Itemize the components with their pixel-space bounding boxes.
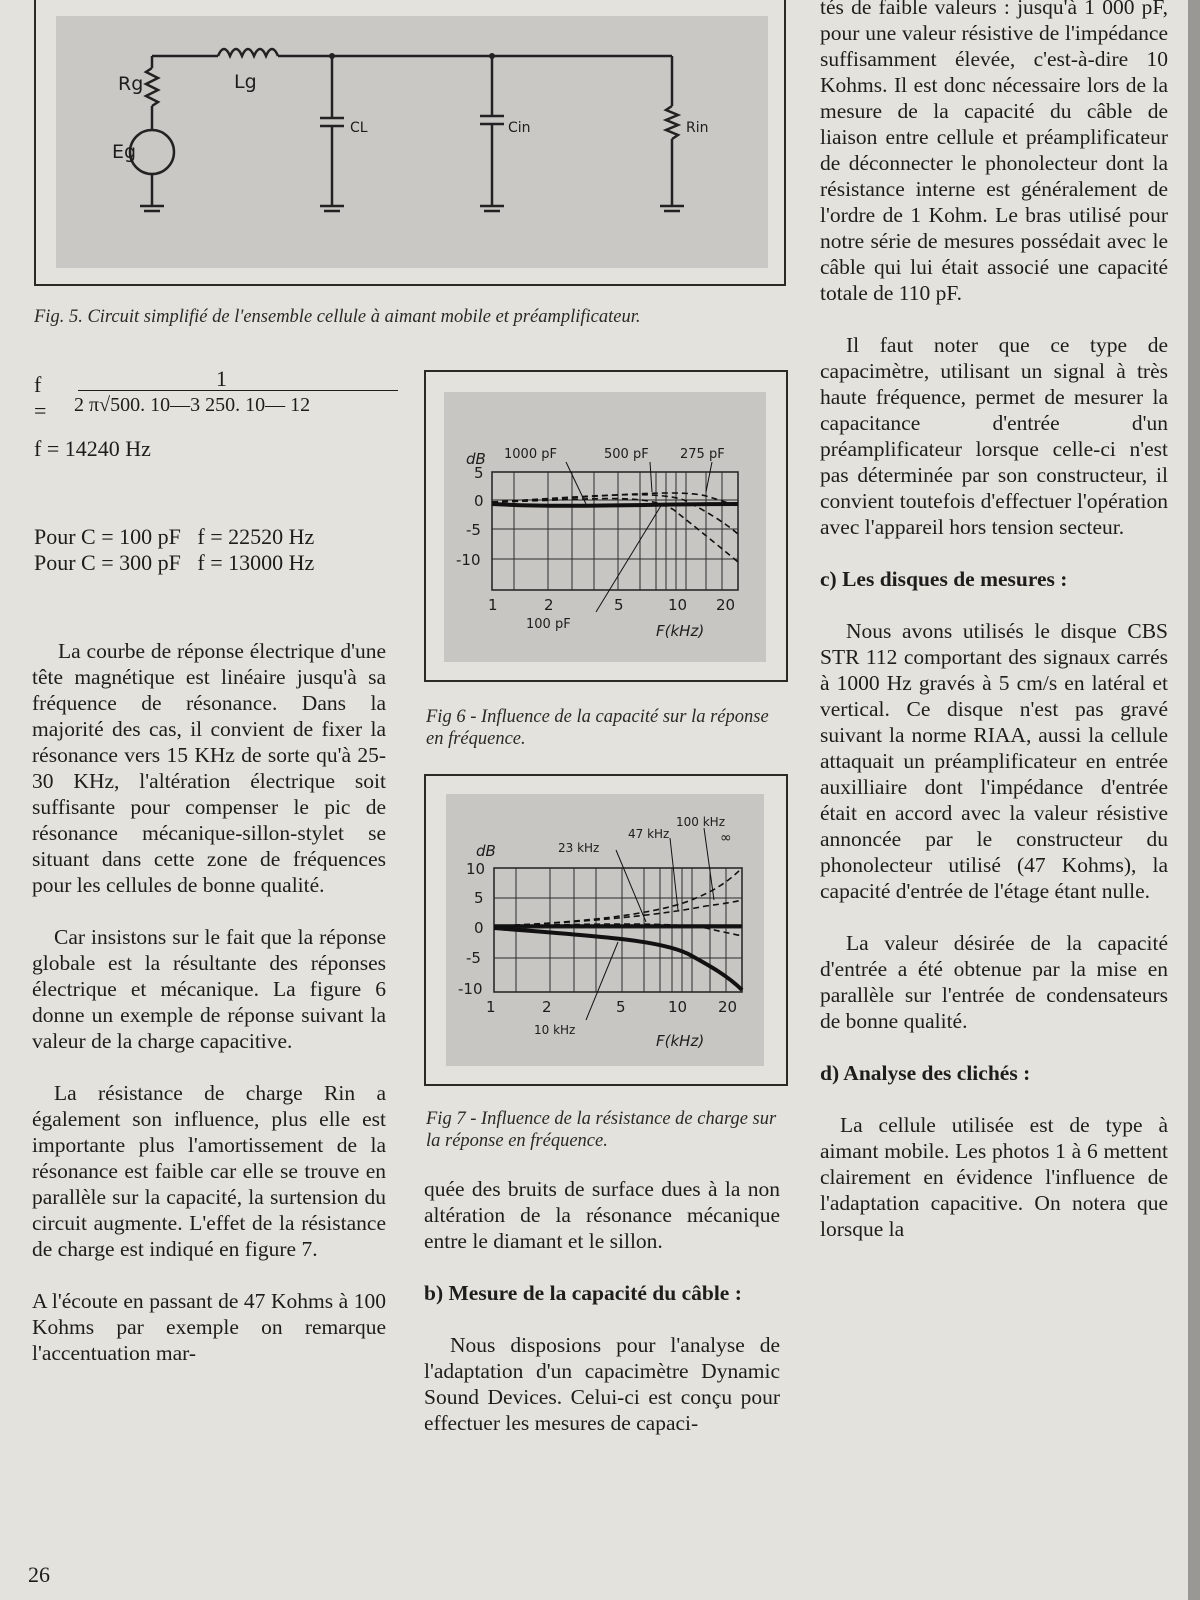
formula-case-2: Pour C = 300 pF f = 13000 Hz xyxy=(34,550,315,575)
middle-paragraph-2: Nous disposions pour l'analyse de l'adaptation d'un capacimètre Dynamic Sound Devices. Celui-ci est conçu pour effectuer les mesures de capaci- xyxy=(424,1333,780,1435)
figure-7-caption: Fig 7 - Influence de la résistance de charge sur la réponse en fréquence. xyxy=(426,1109,777,1151)
fig6-annotation-500pf: 500 pF xyxy=(604,447,649,462)
fig6-ylabel: dB xyxy=(466,450,486,468)
fig7-annotation-infinity: ∞ xyxy=(720,830,732,846)
figure-6 xyxy=(424,370,788,682)
fig7-xtick-5: 5 xyxy=(616,998,626,1016)
label-eg: Eg xyxy=(112,141,137,163)
fig7-ytick-10: 10 xyxy=(466,860,486,878)
right-paragraph-4: La valeur désirée de la capacité d'entrée a été obtenue par la mise en parallèle sur l'entrée de condensateurs de bonne qualité. xyxy=(820,931,1168,1033)
label-rin: Rin xyxy=(686,120,709,136)
fig6-xtick-10: 10 xyxy=(668,596,688,614)
curve-infinity xyxy=(494,900,742,926)
page-number: 26 xyxy=(28,1562,50,1587)
resistor-rg xyxy=(146,68,158,106)
left-column xyxy=(32,638,386,1366)
figure-5-caption: Fig. 5. Circuit simplifié de l'ensemble cellule à aimant mobile et préamplificateur. xyxy=(34,307,641,327)
fig6-ytick-m5: -5 xyxy=(466,521,481,539)
formula-lhs: f = xyxy=(34,372,47,423)
fig6-ytick-m10: -10 xyxy=(456,551,481,569)
figure-7-chart xyxy=(446,794,764,1066)
section-d-heading: d) Analyse des clichés : xyxy=(820,1061,1031,1085)
left-paragraph-1: La courbe de réponse électrique d'une tête magnétique est linéaire jusqu'à sa fréquence de résonance. Dans la majorité des cas, il convient de fixer la résonance vers 15 KHz de sorte qu'à 25-30 KHz, l'altération électrique soit suffisante pour compenser le pic de résonance mécanique-sillon-stylet se situant dans cette zone de fréquences pour les cellules de bonne qualité. xyxy=(32,639,386,897)
fig7-annotation-23khz: 23 kHz xyxy=(558,841,600,855)
fraction-bar xyxy=(78,390,398,391)
fig6-xtick-5: 5 xyxy=(614,596,624,614)
figure-7 xyxy=(424,774,788,1086)
formula-numerator: 1 xyxy=(216,366,227,391)
fig7-ytick-0: 0 xyxy=(474,919,484,937)
source-eg xyxy=(130,130,174,174)
left-paragraph-3: La résistance de charge Rin a également son influence, plus elle est importante plus l'amortissement de la résonance est faible car elle se trouve en parallèle sur la capacité, la surtension du circuit augmente. L'effet de la résistance de charge est indiqué en figure 7. xyxy=(32,1081,386,1261)
figure-6-caption: Fig 6 - Influence de la capacité sur la réponse en fréquence. xyxy=(426,707,769,749)
figure-6-svg xyxy=(444,392,766,662)
right-paragraph-2: Il faut noter que ce type de capacimètre, utilisant un signal à très haute fréquence, permet de mesurer la capacitance d'entrée d'un préamplificateur lorsque celle-ci n'est pas déterminée par son constructeur, il convient toutefois d'effectuer l'opération avec l'appareil hors tension secteur. xyxy=(820,333,1168,539)
resistor-rin xyxy=(666,106,678,139)
figure-5 xyxy=(34,0,786,286)
middle-paragraph-1: quée des bruits de surface dues à la non altération de la résonance mécanique entre le diamant et le sillon. xyxy=(424,1177,780,1253)
page-edge xyxy=(1188,0,1200,1600)
fig7-annotation-100khz: 100 kHz xyxy=(676,815,725,829)
fig7-annotation-10khz: 10 kHz xyxy=(534,1023,576,1037)
fig6-annotation-100pf: 100 pF xyxy=(526,617,571,632)
fig6-annotation-275pf: 275 pF xyxy=(680,447,725,462)
fig7-xtick-10: 10 xyxy=(668,998,688,1016)
fig6-ytick-5: 5 xyxy=(474,464,484,482)
curve-10khz xyxy=(494,928,742,990)
fig7-annotation-47khz: 47 kHz xyxy=(628,827,670,841)
inductor-lg xyxy=(218,49,278,56)
curve-100pf xyxy=(492,504,738,506)
figure-5-diagram xyxy=(56,16,768,268)
right-paragraph-1: tés de faible valeurs : jusqu'à 1 000 pF, pour une valeur résistive de l'impédance suffisamment élevée, c'est-à-dire 10 Kohms. Il est donc nécessaire lors de la mesure de la capacité du câble de liaison entre cellule et préamplificateur de déconnecter le phonolecteur dont la résistance interne est généralement de l'ordre de 1 Kohm. Le bras utilisé pour notre série de mesures possédait avec le câble qui lui était associé une capacité totale de 110 pF. xyxy=(820,0,1168,305)
label-lg: Lg xyxy=(234,71,257,93)
fig7-xlabel: F(kHz) xyxy=(656,1032,705,1050)
fig7-xtick-2: 2 xyxy=(542,998,552,1016)
figure-6-chart xyxy=(444,392,766,662)
fig6-xtick-1: 1 xyxy=(488,596,498,614)
left-paragraph-4: A l'écoute en passant de 47 Kohms à 100 Kohms par exemple on remarque l'accentuation mar- xyxy=(32,1289,386,1365)
right-paragraph-3: Nous avons utilisés le disque CBS STR 112 comportant des signaux carrés à 1000 Hz gravés à 5 cm/s en latéral et vertical. Ce disque n'est pas gravé suivant la norme RIAA, aussi la cellule attaquait un préamplificateur en entrée auxilliaire dont l'impédance d'entrée était en accord avec la valeur résistive annoncée par le constructeur du phonolecteur utilisé (47 Kohms), la capacité d'entrée de l'étage étant nulle. xyxy=(820,619,1168,903)
figure-7-svg xyxy=(446,794,764,1066)
fig6-xtick-2: 2 xyxy=(544,596,554,614)
fig7-ylabel: dB xyxy=(476,842,496,860)
fig7-xtick-1: 1 xyxy=(486,998,496,1016)
label-cin: Cin xyxy=(508,120,531,136)
fig7-ytick-m5: -5 xyxy=(466,949,481,967)
section-c-heading: c) Les disques de mesures : xyxy=(820,567,1068,591)
fig6-xlabel: F(kHz) xyxy=(656,622,705,640)
formula-case-1: Pour C = 100 pF f = 22520 Hz xyxy=(34,524,315,549)
fig7-ytick-m10: -10 xyxy=(458,980,483,998)
fig6-ytick-0: 0 xyxy=(474,492,484,510)
section-b-heading: b) Mesure de la capacité du câble : xyxy=(424,1281,742,1305)
right-paragraph-5: La cellule utilisée est de type à aimant mobile. Les photos 1 à 6 mettent clairement en évidence l'influence de l'adaptation capacitive. On notera que lorsque la xyxy=(820,1113,1168,1241)
left-paragraph-2: Car insistons sur le fait que la réponse globale est la résultante des réponses électrique et mécanique. La figure 6 donne un exemple de réponse suivant la valeur de la charge capacitive. xyxy=(32,925,386,1053)
middle-column xyxy=(424,1176,780,1436)
fig7-xtick-20: 20 xyxy=(718,998,738,1016)
fig6-annotation-1000pf: 1000 pF xyxy=(504,447,557,462)
label-rg: Rg xyxy=(118,73,144,95)
circuit-diagram xyxy=(56,16,768,268)
label-cl: CL xyxy=(350,120,368,136)
fig7-ytick-5: 5 xyxy=(474,889,484,907)
fig6-xtick-20: 20 xyxy=(716,596,736,614)
right-column xyxy=(820,0,1168,1242)
formula-result: f = 14240 Hz xyxy=(34,436,151,461)
curve-500pf xyxy=(492,495,738,534)
curve-1000pf xyxy=(492,499,738,563)
formula-denominator: 2 π√500. 10—3 250. 10— 12 xyxy=(74,394,311,416)
